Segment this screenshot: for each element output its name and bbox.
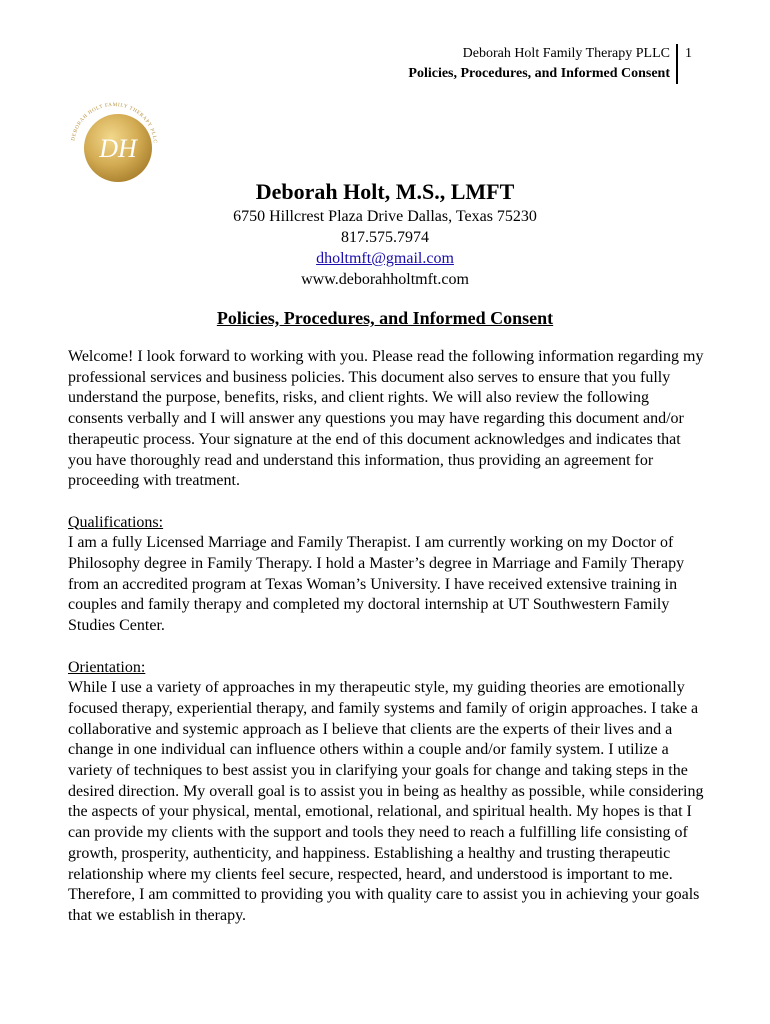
document-body: [68, 347, 708, 947]
email-link[interactable]: dholtmft@gmail.com: [316, 250, 454, 267]
header-practice-name: Deborah Holt Family Therapy PLLC: [462, 46, 670, 61]
orientation-section: [68, 658, 708, 927]
header-document-name: Policies, Procedures, and Informed Consent: [408, 66, 670, 81]
page-header: [408, 44, 670, 84]
document-title: Policies, Procedures, and Informed Consent: [216, 308, 554, 328]
page-number: 1: [685, 46, 692, 61]
logo-ring-text: DEBORAH HOLT FAMILY THERAPY PLLC: [70, 101, 158, 144]
website: www.deborahholtmft.com: [301, 271, 469, 288]
qualifications-section: [68, 513, 708, 637]
address: 6750 Hillcrest Plaza Drive Dallas, Texas 75230: [233, 208, 537, 225]
logo-monogram: DH: [99, 134, 137, 163]
orientation-text: While I use a variety of approaches in my therapeutic style, my guiding theories are emotionally focused therapy, experiential therapy, and family systems and family of origin approaches. I take a collaborative and systemic approach as I believe that clients are the experts of their lives and a change in one individual can influence others within a couple and/or family system. I utilize a variety of techniques to best assist you in clarifying your goals for change and taking steps in the desired direction. My overall goal is to assist you in being as healthy as possible, while considering the aspects of your physical, mental, emotional, relational, and spiritual health. My hopes is that I can provide my clients with the support and tools they need to reach a fulfilling life consisting of growth, prosperity, authenticity, and happiness. Establishing a healthy and trusting therapeutic relationship where my clients feel secure, respected, heard, and understood is important to me. Therefore, I am committed to providing you with quality care to assist you in achieving your goals that we establish in therapy.: [68, 679, 704, 924]
therapist-name: Deborah Holt, M.S., LMFT: [255, 179, 515, 204]
orientation-heading: Orientation:: [68, 658, 146, 676]
intro-paragraph: Welcome! I look forward to working with you. Please read the following information regarding my professional services and business policies. This document also serves to ensure that you fully understand the purpose, benefits, risks, and client rights. We will also review the following consents verbally and I will answer any questions you may have regarding this document and/or therapeutic process. Your signature at the end of this document acknowledges and indicates that you have thoroughly read and understand this information, thus providing an agreement for proceeding with treatment.: [68, 348, 704, 490]
phone: 817.575.7974: [341, 229, 429, 246]
qualifications-heading: Qualifications:: [68, 513, 164, 531]
qualifications-text: I am a fully Licensed Marriage and Family Therapist. I am currently working on my Doctor of Philosophy degree in Family Therapy. I hold a Master’s degree in Marriage and Family Therapy from an accredited program at Texas Woman’s University. I have received extensive training in couples and family therapy and completed my doctoral internship at UT Southwestern Family Studies Center.: [68, 534, 685, 635]
contact-block: [0, 206, 770, 290]
header-divider: [676, 44, 678, 84]
